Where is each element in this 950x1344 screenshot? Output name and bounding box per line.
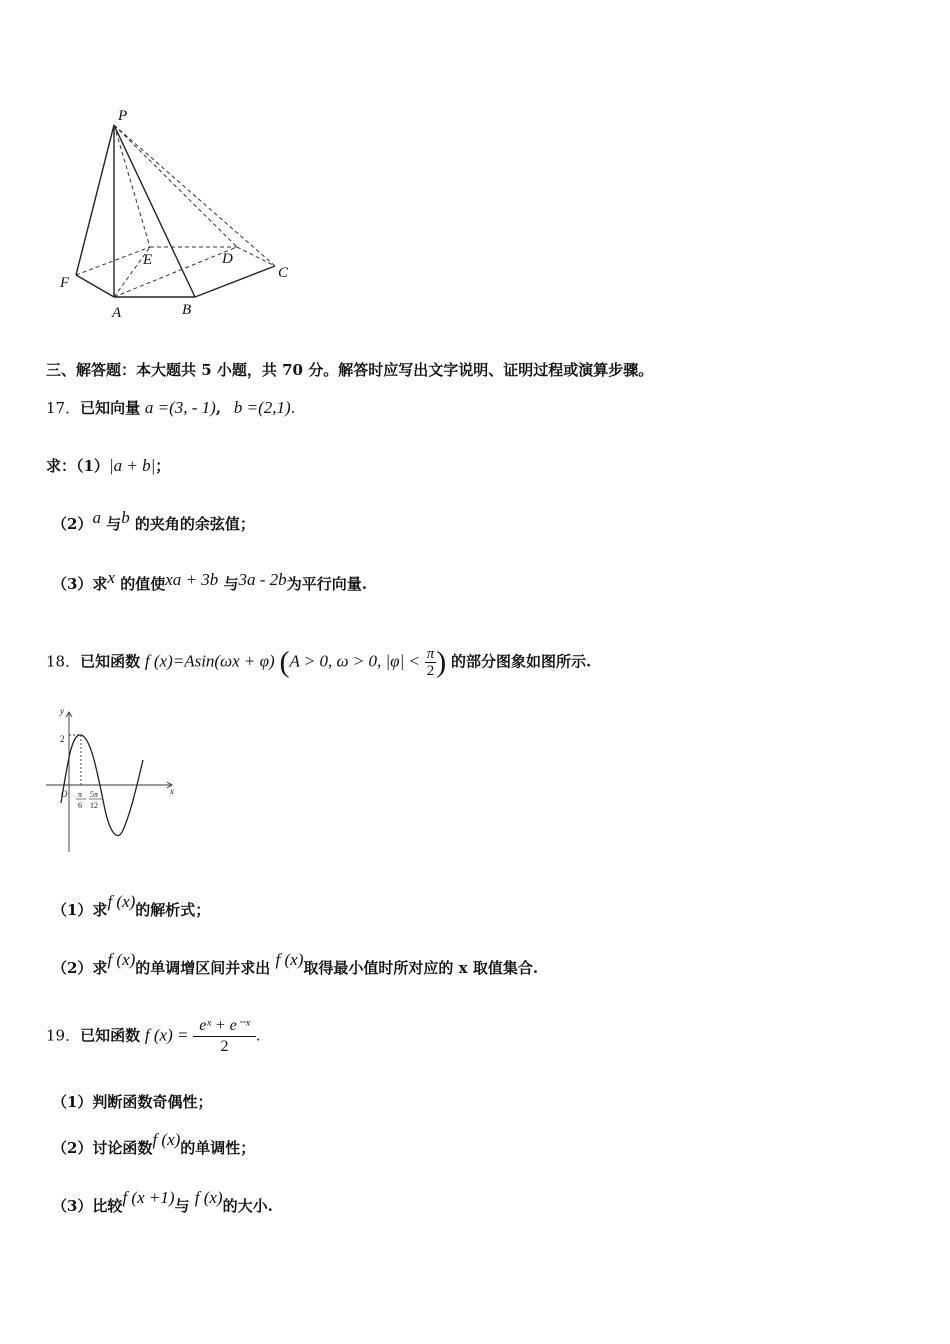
q19-fraction [193, 1016, 255, 1057]
label-B: B [182, 302, 192, 318]
q17-p1-expr: |a + b| [108, 456, 156, 475]
q19-stem [46, 1016, 261, 1057]
label-C: C [278, 265, 289, 281]
q17-p3-expr1: xa + 3b [165, 570, 219, 589]
q18-p2-f2: f (x) [275, 950, 304, 969]
q17-p1-end: ； [155, 457, 171, 475]
graph-max-label: 2 [60, 734, 65, 744]
label-P: P [118, 108, 128, 124]
graph-origin-label: O [61, 789, 68, 799]
q17-p2-a: a [92, 508, 101, 527]
q17-p3-text2: 为平行向量. [286, 575, 367, 593]
q18-fraction [425, 646, 437, 679]
label-A: A [112, 305, 122, 321]
graph-tick2-den: 12 [90, 801, 98, 810]
label-E: E [143, 252, 153, 268]
graph-y-label: y [60, 706, 64, 716]
label-D: D [222, 251, 233, 267]
q19-p3-label: （3）比较 [52, 1197, 123, 1215]
q18-p2-text3: 取值集合. [472, 959, 539, 977]
pyramid-figure [50, 100, 310, 325]
q19-func-lhs: f (x) = [144, 1025, 189, 1045]
q17-p3-expr2: 3a - 2b [238, 570, 287, 589]
q17-stem [46, 398, 295, 418]
q19-p3-f1: f (x +1) [122, 1188, 175, 1207]
q17-part3 [52, 568, 367, 594]
q18-part1 [52, 892, 211, 920]
q17-vector-a: a =(3, - 1) [144, 398, 216, 417]
q18-intro: 已知函数 [80, 652, 141, 671]
q18-function: f (x)=Asin(ωx + φ) [144, 651, 275, 671]
q18-p2-label: （2）求 [52, 959, 108, 977]
q19-p2-f: f (x) [152, 1130, 181, 1149]
q17-vector-b: b =(2,1) [233, 398, 291, 417]
q17-p2-text: 的夹角的余弦值； [134, 515, 255, 533]
q19-intro: 已知函数 [80, 1026, 141, 1045]
q17-part2 [52, 508, 255, 534]
q18-p2-x: x [458, 959, 468, 977]
q17-p3-with: 与 [223, 575, 239, 593]
q18-p2-f: f (x) [107, 950, 136, 969]
q18-stem: 18．已知函数 f (x)=Asin(ωx + φ) (A > 0, ω > 0, |φ| < $\frac{\pi}{2}$ ) 的部分图象如图所示. [46, 645, 592, 679]
q19-period: . [255, 1026, 261, 1045]
q19-p2-label: （2）讨论函数 [52, 1139, 153, 1157]
q19-fraction-num: eˣ + e⁻ˣ [193, 1016, 255, 1037]
q18-p2-text1: 的单调增区间并求出 [135, 959, 271, 977]
q18-number: 18． [46, 652, 81, 671]
q18-fraction-num: π [426, 646, 435, 662]
q17-p3-label: （3）求 [52, 575, 108, 593]
q17-ask-prefix: 求：（1） [46, 457, 109, 475]
q17-p2-label: （2） [52, 515, 93, 533]
q17-intro: 已知向量 [80, 399, 141, 417]
q17-comma: , [215, 399, 222, 417]
q19-p2-text: 的单调性； [180, 1139, 256, 1157]
q18-outro: 的部分图象如图所示. [451, 652, 592, 671]
graph-tick1-num: π [78, 790, 83, 799]
q17-p3-x: x [107, 568, 115, 587]
q17-number: 17． [46, 399, 81, 417]
q19-part1: （1）判断函数奇偶性； [52, 1093, 213, 1111]
q17-p2-b: b [121, 508, 130, 527]
q18-p1-f: f (x) [107, 892, 136, 911]
q19-part2 [52, 1130, 256, 1158]
q18-p2-text2: 取得最小值时所对应的 [303, 959, 454, 977]
graph-tick2-num: 5π [90, 790, 99, 799]
q17-p3-text1: 的值使 [120, 575, 166, 593]
q17-period: . [290, 399, 296, 417]
q18-fraction-den: 2 [426, 663, 435, 679]
q19-p3-f2: f (x) [194, 1188, 223, 1207]
q19-p3-with: 与 [174, 1197, 190, 1215]
q19-p3-text: 的大小. [222, 1197, 273, 1215]
q18-part2 [52, 950, 539, 978]
q19-number: 19． [46, 1026, 81, 1045]
q18-p1-text: 的解析式； [135, 901, 211, 919]
q19-part3 [52, 1188, 273, 1216]
q18-condition: A > 0, ω > 0, |φ| < [289, 651, 420, 671]
graph-tick1-den: 6 [78, 801, 82, 810]
label-F: F [60, 275, 70, 291]
q17-p2-with: 与 [106, 515, 122, 533]
q17-part1 [46, 456, 170, 476]
q18-sine-graph [40, 700, 180, 860]
graph-x-label: x [170, 786, 174, 796]
q18-p1-label: （1）求 [52, 901, 108, 919]
section-heading: 三、解答题：本大题共 5 小题，共 70 分。解答时应写出文字说明、证明过程或演算步骤。 [46, 361, 654, 379]
q19-fraction-den: 2 [220, 1038, 229, 1055]
